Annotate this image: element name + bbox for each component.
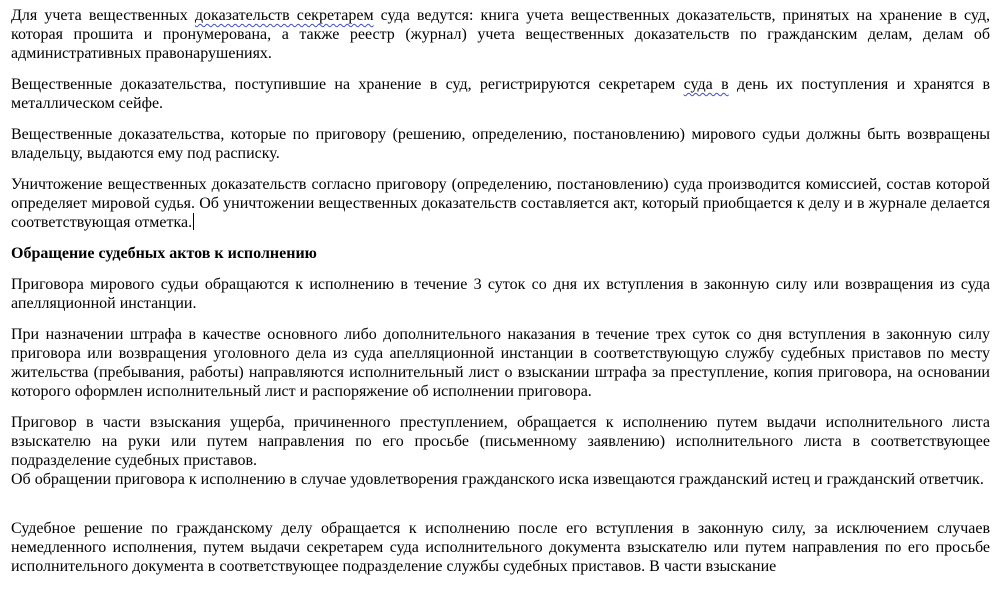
document-page[interactable] <box>11 6 990 576</box>
section-heading: Обращение судебных актов к исполнению <box>11 245 317 262</box>
paragraph-sentence-execution: Приговора мирового судьи обращаются к исполнению в течение 3 суток со дня их вступления в законную силу или возвращения из суда апелляционной инстанции. <box>11 276 990 312</box>
paragraph-evidence-return: Вещественные доказательства, которые по приговору (решению, определению, постановлению) мирового судьи должны быть возвращены владельцу, выдаются ему под расписку. <box>11 126 990 162</box>
paragraph-text: день их поступления и хранятся в металлическом сейфе. <box>11 76 991 112</box>
paragraph-civil-claim-notice: Об обращении приговора к исполнению в случае удовлетворения гражданского иска извещаются гражданский истец и гражданский ответчик. <box>11 471 984 488</box>
paragraph-fine-execution: При назначении штрафа в качестве основного либо дополнительного наказания в течение трех суток со дня вступления в законную силу приговора или возвращения уголовного дела из суда апелляционной инстанции в соответствующую службу судебных приставов по месту жительства (пребывания, работы) направляются исполнительный лист о взыскании штрафа за преступление, копия приговора, на основании которого оформлен исполнительный лист и распоряжение об исполнении приговора. <box>11 326 990 400</box>
text-cursor <box>193 213 194 230</box>
paragraph-text: Вещественные доказательства, поступившие на хранение в суд, регистрируются секретарем <box>11 76 684 93</box>
spellcheck-underline[interactable]: доказательств секретарем <box>194 7 374 24</box>
paragraph-evidence-destruction <box>11 175 990 232</box>
paragraph-evidence-storage <box>11 75 990 113</box>
paragraph-text: Для учета вещественных <box>11 7 195 24</box>
paragraph-evidence-registry <box>11 6 990 63</box>
paragraph-text: Уничтожение вещественных доказательств согласно приговору (определению, постановлению) суда производится комиссией, состав которой определяет мировой судья. Об уничтожении вещественных доказательств составляется акт, который приобщается к делу и в журнале делается соответствующая отметка. <box>11 176 990 231</box>
paragraph-civil-judgment: Судебное решение по гражданскому делу обращается к исполнению после его вступления в законную силу, за исключением случаев немедленного исполнения, путем выдачи секретарем суда исполнительного документа взыскателю или путем направления по его просьбе исполнительного документа в соответствующее подразделение службы судебных приставов. В части взыскание <box>11 520 990 575</box>
spellcheck-underline[interactable]: суда в <box>683 76 729 93</box>
paragraph-damage-recovery: Приговор в части взыскания ущерба, причиненного преступлением, обращается к исполнению путем выдачи исполнительного листа взыскателю на руки или путем направления по его просьбе (письменному заявлению) исполнительного листа в соответствующее подразделение судебных приставов. <box>11 414 990 469</box>
paragraph-text: суда ведутся: книга учета вещественных доказательств, принятых на хранение в суд, которая прошита и пронумерована, а также реестр (журнал) учета вещественных доказательств по гражданским делам, делам об административных правонарушениях. <box>11 7 991 62</box>
